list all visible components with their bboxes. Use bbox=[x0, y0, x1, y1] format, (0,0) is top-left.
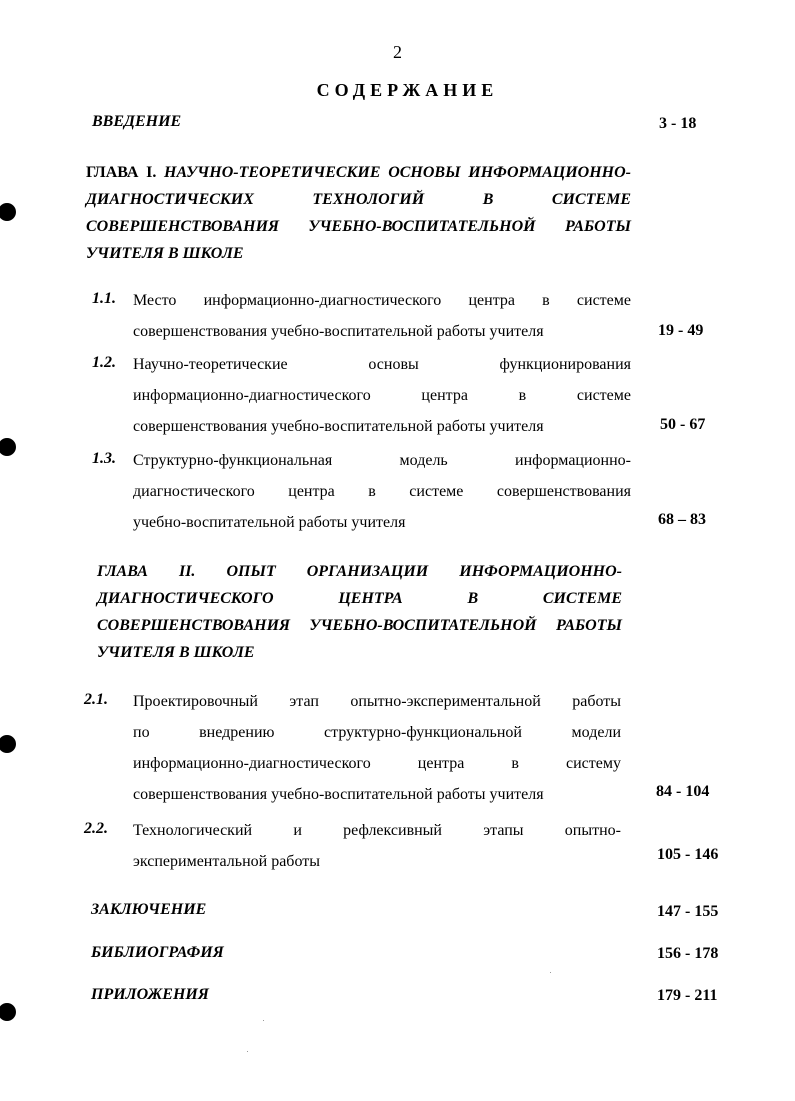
page-title: СОДЕРЖАНИЕ bbox=[316, 80, 499, 100]
section-number: 1.2. bbox=[92, 354, 116, 371]
binder-hole bbox=[0, 438, 16, 456]
chapter-2-title-line: СОВЕРШЕНСТВОВАНИЯ УЧЕБНО-ВОСПИТАТЕЛЬНОЙ РАБОТЫ bbox=[97, 617, 622, 634]
chapter-2-heading bbox=[97, 558, 622, 666]
chapter-2-title-line: ГЛАВА II. ОПЫТ ОРГАНИЗАЦИИ ИНФОРМАЦИОННО- bbox=[97, 563, 622, 580]
toc-bibliography-pages: 156 - 178 bbox=[657, 945, 719, 962]
chapter-1-title-line: НАУЧНО-ТЕОРЕТИЧЕСКИЕ ОСНОВЫ ИНФОРМАЦИОННО- bbox=[164, 164, 631, 181]
chapter-1-heading bbox=[86, 159, 631, 267]
section-number: 1.3. bbox=[92, 450, 116, 467]
chapter-1-title-line: УЧИТЕЛЯ В ШКОЛЕ bbox=[86, 245, 244, 262]
chapter-2-title-line: УЧИТЕЛЯ В ШКОЛЕ bbox=[97, 644, 255, 661]
section-pages: 105 - 146 bbox=[657, 846, 719, 863]
toc-bibliography-label: БИБЛИОГРАФИЯ bbox=[91, 944, 224, 961]
toc-intro-label: ВВЕДЕНИЕ bbox=[92, 113, 182, 130]
page-number: 2 bbox=[393, 42, 402, 62]
binder-hole bbox=[0, 203, 16, 221]
scan-speck bbox=[263, 1020, 264, 1021]
section-pages: 68 – 83 bbox=[658, 511, 706, 528]
scan-speck bbox=[247, 1051, 248, 1052]
section-number: 1.1. bbox=[92, 290, 116, 307]
toc-conclusion-label: ЗАКЛЮЧЕНИЕ bbox=[91, 901, 207, 918]
chapter-1-title-line: ДИАГНОСТИЧЕСКИХ ТЕХНОЛОГИЙ В СИСТЕМЕ bbox=[86, 191, 631, 208]
section-1-3-title: Структурно-функциональная модель информационно- диагностического центра в системе совершенствования учебно-воспитательной работы учителя bbox=[133, 452, 631, 531]
toc-appendices-pages: 179 - 211 bbox=[657, 987, 718, 1004]
toc-appendices-label: ПРИЛОЖЕНИЯ bbox=[91, 986, 209, 1003]
section-pages: 50 - 67 bbox=[660, 416, 706, 433]
section-1-1-title: Место информационно-диагностического центра в системе совершенствования учебно-воспитательной работы учителя bbox=[133, 292, 631, 340]
chapter-1-title-line: СОВЕРШЕНСТВОВАНИЯ УЧЕБНО-ВОСПИТАТЕЛЬНОЙ РАБОТЫ bbox=[86, 218, 631, 235]
chapter-2-title-line: ДИАГНОСТИЧЕСКОГО ЦЕНТРА В СИСТЕМЕ bbox=[97, 590, 622, 607]
binder-hole bbox=[0, 1003, 16, 1021]
binder-hole bbox=[0, 735, 16, 753]
toc-intro-pages: 3 - 18 bbox=[659, 115, 697, 132]
section-pages: 19 - 49 bbox=[658, 322, 704, 339]
section-2-1-title: Проектировочный этап опытно-экспериментальной работы по внедрению структурно-функциональной модели информационно-диагностического центра в систему совершенствования учебно-воспитательной работы учителя bbox=[133, 693, 621, 803]
section-number: 2.2. bbox=[84, 820, 108, 837]
scan-speck bbox=[550, 972, 551, 973]
section-1-2-title: Научно-теоретические основы функционирования информационно-диагностического центра в системе совершенствования учебно-воспитательной работы учителя bbox=[133, 356, 631, 435]
section-number: 2.1. bbox=[84, 691, 108, 708]
chapter-1-prefix: ГЛАВА I. bbox=[86, 164, 157, 181]
section-pages: 84 - 104 bbox=[656, 783, 710, 800]
section-2-2-title: Технологический и рефлексивный этапы опытно- экспериментальной работы bbox=[133, 822, 621, 870]
toc-conclusion-pages: 147 - 155 bbox=[657, 903, 719, 920]
